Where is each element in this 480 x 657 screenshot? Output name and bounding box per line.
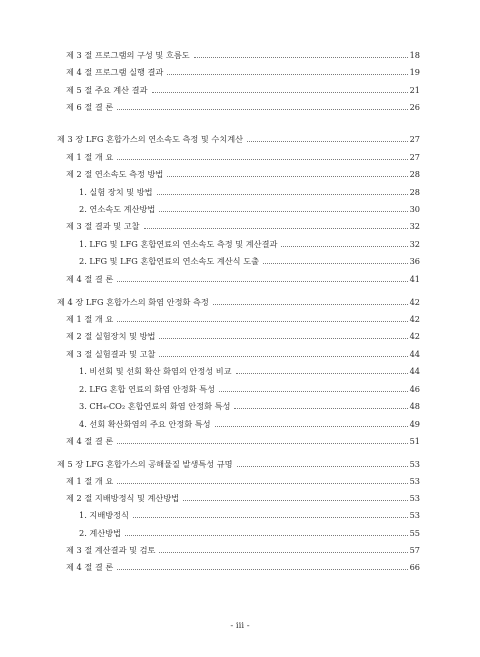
leader-dots — [159, 552, 407, 553]
toc-entry-title: 제 3 절 프로그램의 구성 및 흐름도 — [66, 50, 190, 60]
leader-dots — [117, 569, 407, 570]
leader-dots — [247, 141, 408, 142]
toc-entry-page: 30 — [409, 204, 420, 214]
page-number-footer: - iii - — [230, 621, 250, 631]
toc-chapter-entry[interactable] — [0, 133, 480, 145]
leader-dots — [117, 109, 407, 110]
toc-entry-page: 53 — [409, 476, 420, 486]
leader-dots — [219, 391, 408, 392]
leader-dots — [263, 263, 408, 264]
leader-dots — [234, 408, 407, 409]
toc-entry-page: 19 — [409, 67, 420, 77]
leader-dots — [183, 500, 407, 501]
toc-entry-title: 제 4 절 결 론 — [66, 436, 114, 446]
toc-entry-page: 21 — [409, 85, 420, 95]
toc-entry[interactable] — [0, 151, 480, 163]
toc-entry[interactable] — [0, 313, 480, 325]
leader-dots — [117, 281, 407, 282]
toc-entry-title: 제 2 절 연소속도 측정 방법 — [66, 169, 164, 179]
toc-entry-page: 32 — [409, 221, 420, 231]
leader-dots — [213, 304, 408, 305]
toc-entry-title: 제 6 절 결 론 — [66, 102, 114, 112]
toc-entry-page: 27 — [409, 134, 420, 144]
toc-entry[interactable] — [0, 49, 480, 61]
toc-entry-title: 제 1 절 개 요 — [66, 152, 114, 162]
leader-dots — [117, 321, 407, 322]
leader-dots — [194, 57, 408, 58]
toc-subentry[interactable] — [0, 509, 480, 521]
toc-entry-title: 2. LFG 및 LFG 혼합연료의 연소속도 계산식 도출 — [79, 256, 259, 266]
leader-dots — [215, 426, 408, 427]
leader-dots — [159, 338, 407, 339]
toc-entry-page: 53 — [409, 459, 420, 469]
toc-entry-page: 53 — [409, 510, 420, 520]
toc-entry-page: 44 — [409, 349, 420, 359]
toc-entry-page: 55 — [409, 528, 420, 538]
toc-entry-title: 제 3 절 결과 및 고찰 — [66, 221, 140, 231]
toc-subentry[interactable] — [0, 203, 480, 215]
toc-entry[interactable] — [0, 348, 480, 360]
toc-subentry[interactable] — [0, 186, 480, 198]
toc-entry-page: 41 — [409, 274, 420, 284]
leader-dots — [237, 466, 408, 467]
leader-dots — [236, 373, 408, 374]
toc-entry-page: 26 — [409, 102, 420, 112]
toc-entry-title: 제 2 절 실험장치 및 방법 — [66, 331, 156, 341]
toc-entry-title: 제 4 장 LFG 혼합가스의 화염 안정화 측정 — [57, 297, 209, 307]
toc-entry-page: 28 — [409, 187, 420, 197]
leader-dots — [167, 176, 407, 177]
toc-entry-title: 제 5 절 주요 계산 결과 — [66, 85, 148, 95]
leader-dots — [167, 74, 407, 75]
leader-dots — [133, 517, 408, 518]
toc-subentry[interactable] — [0, 527, 480, 539]
toc-entry-page: 46 — [409, 384, 420, 394]
toc-entry-page: 66 — [409, 562, 420, 572]
leader-dots — [117, 159, 407, 160]
toc-entry-title: 1. 비선회 및 선회 확산 화염의 안정성 비교 — [79, 366, 232, 376]
toc-entry-title: 제 4 절 결 론 — [66, 274, 114, 284]
leader-dots — [117, 483, 407, 484]
toc-entry-page: 44 — [409, 366, 420, 376]
leader-dots — [117, 443, 407, 444]
toc-subentry[interactable] — [0, 383, 480, 395]
toc-entry-title: 2. 연소속도 계산방법 — [79, 204, 156, 214]
toc-entry-page: 57 — [409, 545, 420, 555]
toc-entry[interactable] — [0, 84, 480, 96]
toc-entry[interactable] — [0, 435, 480, 447]
toc-entry-page: 48 — [409, 401, 420, 411]
toc-entry-page: 42 — [409, 297, 420, 307]
leader-dots — [144, 228, 408, 229]
toc-entry-title: 제 4 절 결 론 — [66, 562, 114, 572]
leader-dots — [152, 92, 408, 93]
toc-entry[interactable] — [0, 330, 480, 342]
toc-subentry[interactable] — [0, 418, 480, 430]
toc-entry-page: 42 — [409, 314, 420, 324]
toc-entry-page: 51 — [409, 436, 420, 446]
leader-dots — [157, 194, 408, 195]
leader-dots — [159, 211, 407, 212]
toc-entry[interactable] — [0, 544, 480, 556]
toc-entry-page: 53 — [409, 493, 420, 503]
toc-entry-title: 제 3 절 계산결과 및 검토 — [66, 545, 156, 555]
toc-entry-page: 32 — [409, 239, 420, 249]
toc-subentry[interactable] — [0, 238, 480, 250]
toc-entry-title: 제 4 절 프로그램 실행 결과 — [66, 67, 164, 77]
toc-entry[interactable] — [0, 475, 480, 487]
leader-dots — [125, 535, 408, 536]
toc-entry[interactable] — [0, 220, 480, 232]
toc-subentry[interactable] — [0, 400, 480, 412]
toc-entry-page: 36 — [409, 256, 420, 266]
toc-entry-page: 28 — [409, 169, 420, 179]
toc-chapter-entry[interactable] — [0, 296, 480, 308]
toc-entry[interactable] — [0, 492, 480, 504]
toc-entry-title: 제 5 장 LFG 혼합가스의 공해물질 발생특성 규명 — [57, 459, 233, 469]
toc-subentry[interactable] — [0, 255, 480, 267]
toc-entry[interactable] — [0, 561, 480, 573]
toc-entry-page: 18 — [409, 50, 420, 60]
toc-entry-title: 제 2 절 지배방정식 및 계산방법 — [66, 493, 180, 503]
toc-entry-title: 1. 지배방정식 — [79, 510, 129, 520]
leader-dots — [281, 246, 407, 247]
toc-entry-title: 2. LFG 혼합 연료의 화염 안정화 특성 — [79, 384, 215, 394]
toc-entry[interactable] — [0, 101, 480, 113]
toc-entry-title: 4. 선회 확산화염의 주요 안정화 특성 — [79, 419, 211, 429]
toc-entry[interactable] — [0, 273, 480, 285]
toc-entry-page: 49 — [409, 419, 420, 429]
toc-chapter-entry[interactable] — [0, 458, 480, 470]
toc-entry-title: 1. 실험 장치 및 방법 — [79, 187, 153, 197]
toc-entry-title: 2. 계산방법 — [79, 528, 122, 538]
toc-entry[interactable] — [0, 66, 480, 78]
toc-entry-title: 1. LFG 및 LFG 혼합연료의 연소속도 측정 및 계산결과 — [79, 239, 278, 249]
toc-entry-title: 제 1 절 개 요 — [66, 314, 114, 324]
toc-subentry[interactable] — [0, 365, 480, 377]
leader-dots — [159, 356, 407, 357]
toc-entry[interactable] — [0, 168, 480, 180]
toc-entry-title: 제 3 장 LFG 혼합가스의 연소속도 측정 및 수치계산 — [57, 134, 244, 144]
toc-entry-title: 제 3 절 실험결과 및 고찰 — [66, 349, 156, 359]
toc-entry-page: 42 — [409, 331, 420, 341]
toc-entry-page: 27 — [409, 152, 420, 162]
toc-entry-title: 제 1 절 개 요 — [66, 476, 114, 486]
toc-entry-title: 3. CH₄-CO₂ 혼합연료의 화염 안정화 특성 — [79, 401, 231, 411]
